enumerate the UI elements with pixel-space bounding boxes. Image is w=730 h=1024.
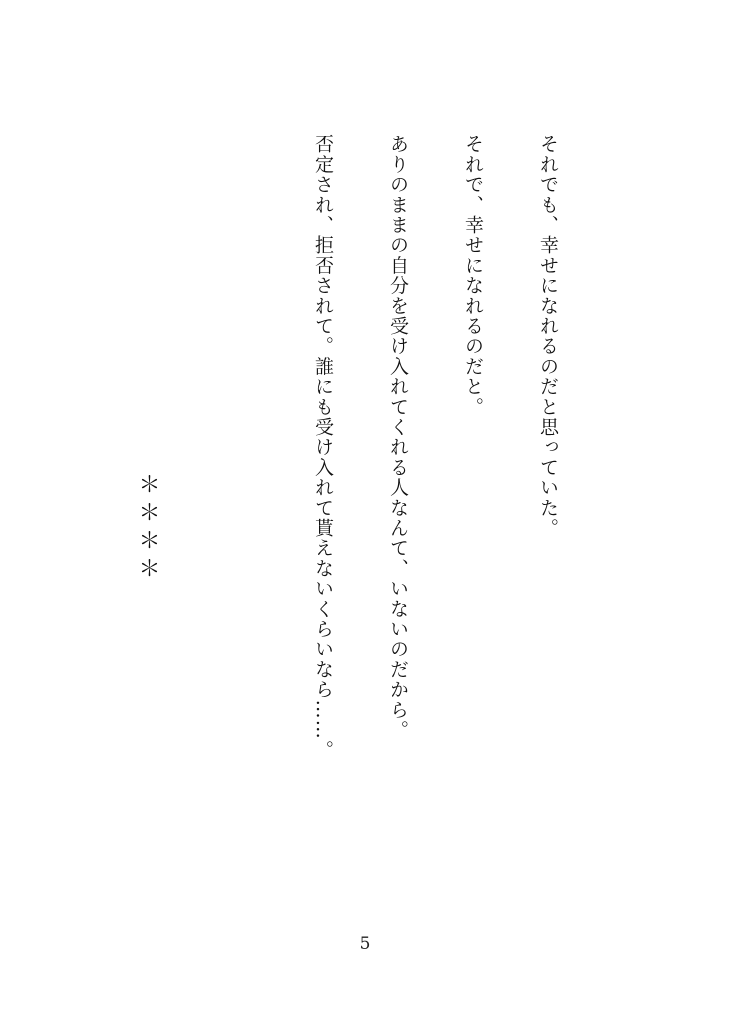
vertical-text-body: [0, 134, 610, 924]
text-line: それで、幸せになれるのだと。: [462, 134, 484, 417]
page-number: 5: [359, 934, 371, 954]
text-line: それでも、幸せになれるのだと思っていた。: [537, 134, 559, 538]
text-line: 否定され、拒否されて。誰にも受け入れて貰えないくらいなら……。: [312, 134, 334, 761]
text-line: ありのままの自分を受け入れてくれる人なんて、いないのだから。: [387, 134, 409, 740]
scene-break: ＊＊＊＊: [135, 473, 160, 585]
